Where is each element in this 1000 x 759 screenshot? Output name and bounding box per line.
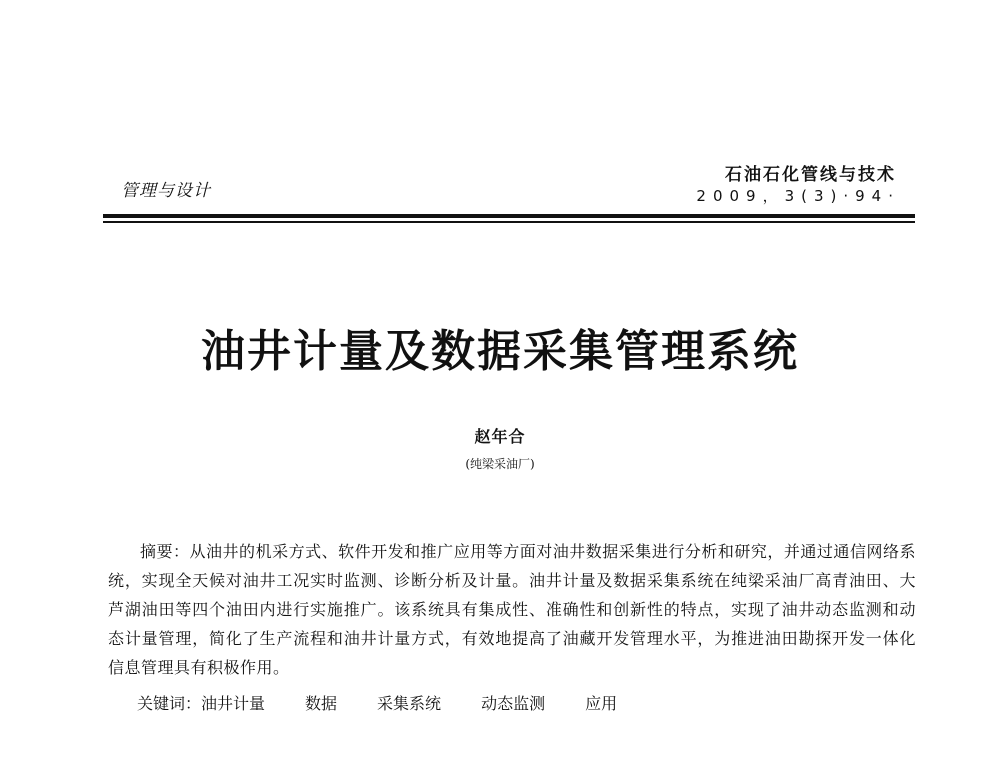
keywords	[137, 689, 617, 718]
keyword: 数据	[305, 694, 338, 713]
header-rule-thick	[103, 214, 915, 218]
journal-header	[696, 165, 900, 207]
keyword: 油井计量	[201, 694, 266, 713]
header-rule-thin	[103, 221, 915, 223]
keyword: 动态监测	[481, 694, 546, 713]
journal-issue: 2009，3(3)·94·	[696, 187, 900, 205]
abstract-text: 从油井的机采方式、软件开发和推广应用等方面对油井数据采集进行分析和研究，并通过通信网络系统，实现全天候对油井工况实时监测、诊断分析及计量。油井计量及数据采集系统在纯梁采油厂高青油田、大芦湖油田等四个油田内进行实施推广。该系统具有集成性、准确性和创新性的特点，实现了油井动态监测和动态计量管理，简化了生产流程和油井计量方式，有效地提高了油藏开发管理水平，为推进油田勘探开发一体化信息管理具有积极作用。	[108, 542, 916, 677]
abstract	[108, 537, 916, 682]
section-label: 管理与设计	[121, 181, 211, 201]
journal-name: 石油石化管线与技术	[725, 165, 896, 185]
abstract-label: 摘要：	[140, 542, 190, 561]
author-name: 赵年合	[474, 427, 526, 446]
keywords-label: 关键词：	[137, 694, 202, 713]
keyword: 采集系统	[377, 694, 442, 713]
article-title: 油井计量及数据采集管理系统	[201, 326, 799, 377]
keywords-label-and-first	[137, 689, 265, 718]
keyword: 应用	[585, 694, 618, 713]
author-affiliation: (纯梁采油厂)	[465, 457, 535, 471]
